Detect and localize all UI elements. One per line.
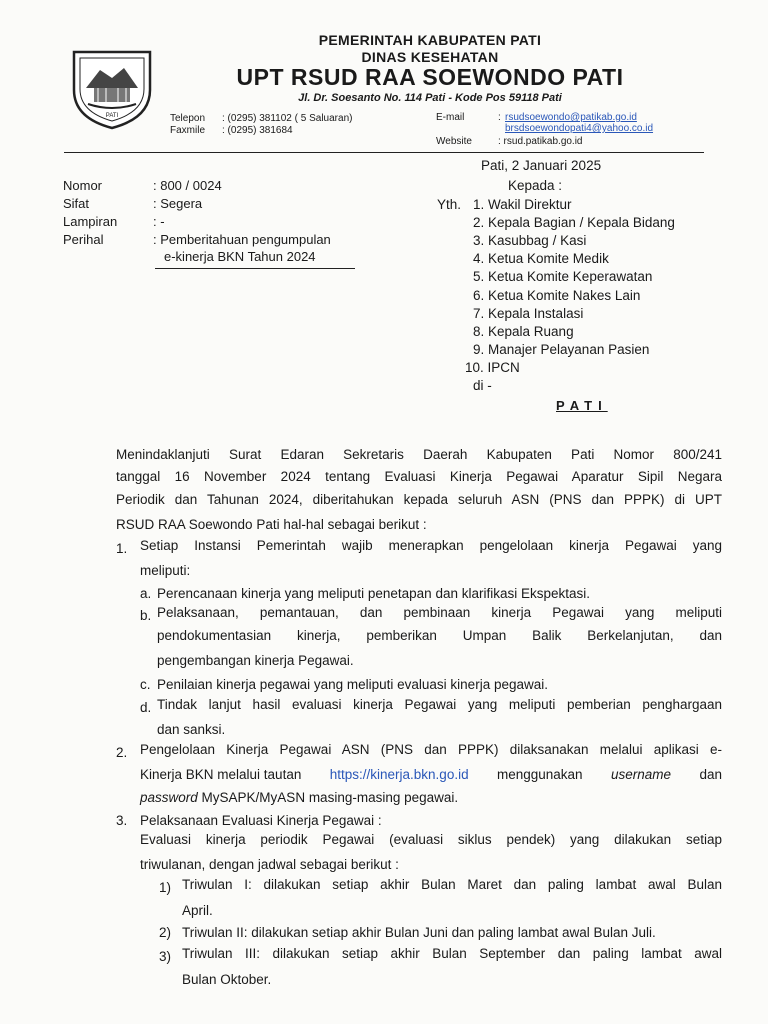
email-link-1[interactable]: rsudsoewondo@patikab.go.id [505, 112, 637, 123]
government-name: PEMERINTAH KABUPATEN PATI [318, 32, 542, 48]
recipient-item: 6. Ketua Komite Nakes Lain [473, 288, 641, 303]
letter-date: Pati, 2 Januari 2025 [481, 158, 602, 173]
sublist-text: Pelaksanaan, pemantauan, dan pembinaan kinerja Pegawai yang meliputi [157, 605, 722, 620]
logo-caption: PATI [105, 113, 119, 119]
nomor-value: : 800 / 0024 [153, 178, 222, 193]
perihal-label: Perihal [63, 232, 104, 247]
text-span: password [140, 790, 198, 805]
list-item-text: triwulanan, dengan jadwal sebagai berikut : [140, 857, 399, 872]
lampiran-value: : - [153, 214, 165, 229]
schedule-text: Bulan Oktober. [182, 972, 272, 987]
sublist-text: pendokumentasian kinerja, pemberikan Umpan Balik Berkelanjutan, dan [157, 628, 722, 643]
body-paragraph-line: Menindaklanjuti Surat Edaran Sekretaris Daerah Kabupaten Pati Nomor 800/241 [116, 447, 722, 462]
email-label: E-mail [436, 112, 465, 123]
schedule-text: Triwulan II: dilakukan setiap akhir Bulan Juni dan paling lambat awal Bulan Juli. [182, 925, 656, 940]
lampiran-label: Lampiran [63, 214, 118, 229]
kinerja-bkn-link[interactable]: https://kinerja.bkn.go.id [329, 767, 469, 782]
sublist-text: pengembangan kinerja Pegawai. [157, 653, 354, 668]
address: Jl. Dr. Soesanto No. 114 Pati - Kode Pos 59118 Pati [298, 92, 562, 104]
organization-name: UPT RSUD RAA SOEWONDO PATI [236, 64, 624, 90]
perihal-value-line1: : Pemberitahuan pengumpulan [153, 232, 331, 247]
text-span: MySAPK/MyASN masing-masing pegawai. [201, 790, 459, 805]
body-paragraph-line: tanggal 16 November 2024 tentang Evaluasi Kinerja Pegawai Aparatur Sipil Negara [116, 469, 722, 484]
destination-city: PATI [556, 398, 608, 413]
list-number: 3. [116, 813, 128, 828]
list-number: 1. [116, 541, 128, 556]
list-item-text [140, 787, 458, 809]
list-item-text [140, 764, 722, 786]
schedule-text: Triwulan I: dilakukan setiap akhir Bulan Maret dan paling lambat awal Bulan [182, 877, 722, 892]
list-item-text: Evaluasi kinerja periodik Pegawai (evaluasi siklus pendek) yang dilakukan setiap [140, 832, 722, 847]
list-number: 2. [116, 745, 128, 760]
text-span: username [610, 767, 672, 782]
sublist-label: b. [140, 608, 152, 623]
recipient-item: 2. Kepala Bagian / Kepala Bidang [473, 215, 675, 230]
email-colon: : [498, 112, 501, 123]
recipient-item: 8. Kepala Ruang [473, 324, 574, 339]
sublist-text: Penilaian kinerja pegawai yang meliputi evaluasi kinerja pegawai. [157, 677, 548, 692]
website-value: : rsud.patikab.go.id [498, 136, 583, 147]
recipient-item: 7. Kepala Instalasi [473, 306, 584, 321]
list-item-text: Setiap Instansi Pemerintah wajib menerapkan pengelolaan kinerja Pegawai yang [140, 538, 722, 553]
schedule-text: April. [182, 903, 213, 918]
sublist-text: Tindak lanjut hasil evaluasi kinerja Pegawai yang meliputi pemberian penghargaan [157, 697, 722, 712]
nomor-label: Nomor [63, 178, 103, 193]
text-span: Kinerja BKN melalui tautan [140, 767, 302, 782]
faxmile-value: : (0295) 381684 [222, 125, 293, 136]
department-name: DINAS KESEHATAN [361, 49, 499, 65]
sublist-text: Perencanaan kinerja yang meliputi penetapan dan klarifikasi Ekspektasi. [157, 586, 591, 601]
recipient-item: 3. Kasubbag / Kasi [473, 233, 587, 248]
list-item-text: meliputi: [140, 563, 191, 578]
schedule-number: 1) [159, 880, 172, 895]
schedule-number: 2) [159, 925, 172, 940]
schedule-number: 3) [159, 949, 172, 964]
list-item-text: Pengelolaan Kinerja Pegawai ASN (PNS dan PPPK) dilaksanakan melalui aplikasi e- [140, 742, 722, 757]
website-label: Website [436, 136, 472, 147]
perihal-underline [155, 268, 355, 269]
email-link-2[interactable]: brsdsoewondopati4@yahoo.co.id [505, 123, 654, 134]
recipient-item: 1. Wakil Direktur [473, 197, 572, 212]
telepon-value: : (0295) 381102 ( 5 Saluaran) [222, 113, 353, 124]
text-span: dan [699, 767, 722, 782]
body-paragraph-line: RSUD RAA Soewondo Pati hal-hal sebagai berikut : [116, 517, 427, 532]
text-span: menggunakan [497, 767, 583, 782]
recipient-item: 4. Ketua Komite Medik [473, 251, 609, 266]
sifat-value: : Segera [153, 196, 203, 211]
di-label: di - [473, 378, 492, 393]
sublist-label: d. [140, 700, 152, 715]
kepada-label: Kepada : [508, 178, 563, 193]
recipient-item: 5. Ketua Komite Keperawatan [473, 269, 653, 284]
regency-logo-emblem [64, 42, 160, 130]
perihal-value-line2: e-kinerja BKN Tahun 2024 [164, 249, 316, 264]
yth-label: Yth. [437, 197, 462, 212]
sublist-label: a. [140, 586, 152, 601]
sublist-label: c. [140, 677, 151, 692]
sublist-text: dan sanksi. [157, 722, 226, 737]
faxmile-label: Faxmile [170, 125, 206, 136]
sifat-label: Sifat [63, 196, 90, 211]
letterhead-divider [64, 152, 704, 153]
telepon-label: Telepon [170, 113, 206, 124]
recipient-item: 9. Manajer Pelayanan Pasien [473, 342, 650, 357]
schedule-text: Triwulan III: dilakukan setiap akhir Bulan September dan paling lambat awal [182, 946, 722, 961]
body-paragraph-line: Periodik dan Tahunan 2024, diberitahukan kepada seluruh ASN (PNS dan PPPK) di UPT [116, 492, 722, 507]
recipient-item: 10. IPCN [465, 360, 520, 375]
list-item-title: Pelaksanaan Evaluasi Kinerja Pegawai : [140, 813, 382, 828]
